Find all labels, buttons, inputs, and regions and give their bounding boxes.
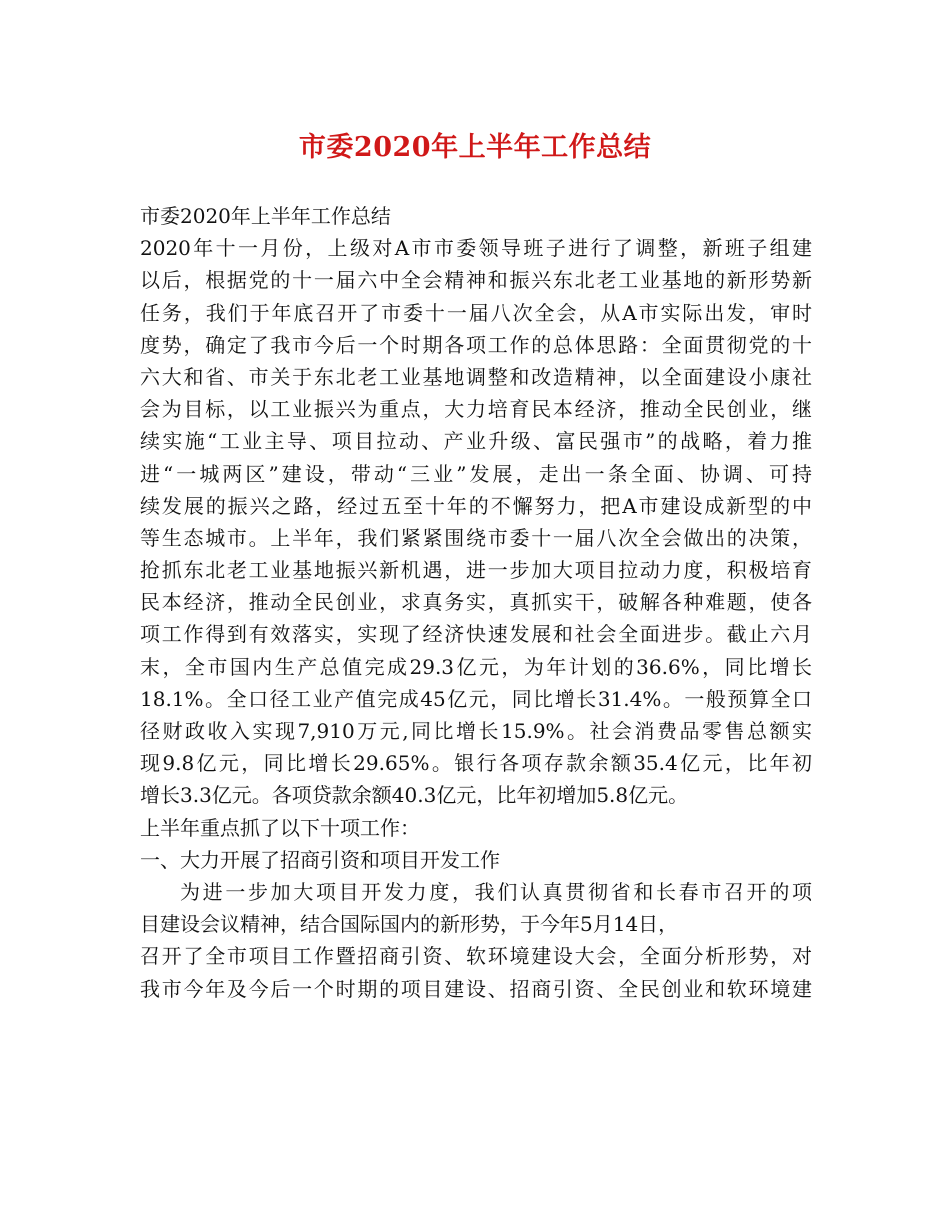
text-line: 目建设会议精神，结合国际国内的新形势，于今年5月14日， — [140, 912, 679, 937]
text-line: 我市今年及今后一个时期的项目建设、招商引资、全民创业和软环境建 — [140, 976, 812, 1001]
document-body — [140, 200, 812, 1005]
text-line: 会为目标，以工业振兴为重点，大力培育民本经济，推动全民创业，继 — [140, 397, 812, 422]
text-line: 续实施“工业主导、项目拉动、产业升级、富民强市”的战略，着力推 — [140, 429, 812, 454]
document-title: 市委2020年上半年工作总结 — [298, 132, 652, 163]
text-line: 抢抓东北老工业基地振兴新机遇，进一步加大项目拉动力度，积极培育 — [140, 558, 812, 583]
text-line: 径财政收入实现7,910万元,同比增长15.9%。社会消费品零售总额实 — [140, 719, 812, 743]
text-line: 等生态城市。上半年，我们紧紧围绕市委十一届八次全会做出的决策， — [140, 525, 812, 550]
text-line: 2020年十一月份，上级对A市市委领导班子进行了调整，新班子组建 — [140, 236, 812, 261]
text-line: 为进一步加大项目开发力度，我们认真贯彻省和长春市召开的项 — [180, 879, 812, 904]
text-line: 以后，根据党的十一届六中全会精神和振兴东北老工业基地的新形势新 — [140, 268, 812, 293]
text-line: 项工作得到有效落实，实现了经济快速发展和社会全面进步。截止六月 — [140, 622, 812, 647]
text-line: 增长3.3亿元。各项贷款余额40.3亿元，比年初增加5.8亿元。 — [140, 783, 689, 808]
text-line: 六大和省、市关于东北老工业基地调整和改造精神，以全面建设小康社 — [140, 364, 812, 389]
text-line: 18.1%。全口径工业产值完成45亿元，同比增长31.4%。一般预算全口 — [140, 686, 812, 711]
text-line: 市委2020年上半年工作总结 — [140, 204, 391, 228]
text-line: 进“一城两区”建设，带动“三业”发展，走出一条全面、协调、可持 — [140, 461, 812, 486]
section-heading: 一、大力开展了招商引资和项目开发工作 — [140, 847, 500, 872]
text-line: 度势，确定了我市今后一个时期各项工作的总体思路：全面贯彻党的十 — [140, 332, 812, 357]
text-line: 末，全市国内生产总值完成29.3亿元，为年计划的36.6%，同比增长 — [140, 654, 812, 679]
text-line: 上半年重点抓了以下十项工作： — [140, 815, 420, 840]
text-line: 续发展的振兴之路，经过五至十年的不懈努力，把A市建设成新型的中 — [140, 493, 812, 518]
text-line: 任务，我们于年底召开了市委十一届八次全会，从A市实际出发，审时 — [140, 300, 812, 325]
text-line: 召开了全市项目工作暨招商引资、软环境建设大会，全面分析形势，对 — [140, 944, 812, 969]
text-line: 现9.8亿元，同比增长29.65%。银行各项存款余额35.4亿元，比年初 — [140, 751, 812, 776]
text-line: 民本经济，推动全民创业，求真务实，真抓实干，破解各种难题，使各 — [140, 590, 812, 615]
